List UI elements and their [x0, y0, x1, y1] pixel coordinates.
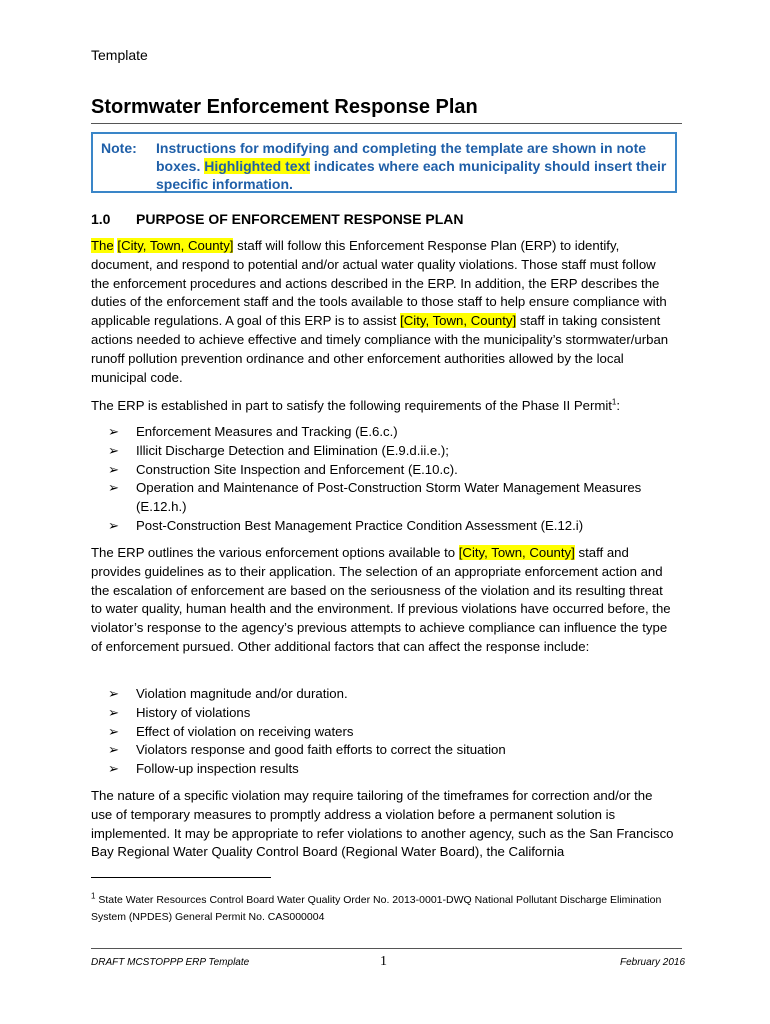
- paragraph-text: The ERP is established in part to satisfy the following requirements of the Phase II Permit: [91, 398, 612, 413]
- paragraph-enforcement-options: [91, 544, 676, 657]
- list-item: [108, 517, 678, 536]
- paragraph-text: staff will follow this Enforcement Response Plan (ERP) to identify, document, and respond to potential and/or actual water quality violations. Those staff must follow the enforcement procedures and actions described in the ERP. In addition, the ERP describes the duties of the enforcement staff and the tools available to those staff to help ensure compliance with applicable regulations. A goal of this ERP is to assist: [91, 238, 667, 329]
- paragraph-violation-nature: The nature of a specific violation may require tailoring of the timeframes for correction and/or the use of temporary measures to promptly address a violation before a permanent solution is implemented. It may be appropriate to refer violations to another agency, such as the San Francisco Bay Regional Water Quality Control Board (Regional Water Board), the California: [91, 788, 674, 860]
- footnote-ref[interactable]: 1: [611, 397, 617, 407]
- paragraph-text: :: [616, 398, 621, 413]
- list-item: [108, 479, 678, 517]
- footer-divider: [91, 948, 682, 949]
- highlight-city-town-county: [City, Town, County]: [400, 313, 517, 329]
- list-item: [108, 442, 678, 461]
- section-title: PURPOSE OF ENFORCEMENT RESPONSE PLAN: [136, 211, 464, 227]
- list-item-text: Violation magnitude and/or duration.: [136, 686, 348, 701]
- arrow-bullet-icon: ➢: [108, 742, 120, 758]
- footnote: [91, 892, 681, 926]
- title-divider: [91, 123, 682, 124]
- footer-date: February 2016: [620, 957, 686, 968]
- note-label: Note:: [101, 140, 137, 156]
- requirements-list: [108, 423, 678, 536]
- list-item-text: Construction Site Inspection and Enforcement (E.10.c).: [136, 461, 458, 477]
- note-box: [91, 132, 677, 193]
- paragraph-text: staff and provides guidelines as to their application. The selection of an appropriate enforcement action and the escalation of enforcement are based on the seriousness of the violation and its resulting threat to water quality, human health and the environment. If previous violations have occurred before, the violator’s response to the agency’s previous attempts to achieve compliance can influence the type of enforcement pursued. Other additional factors that can affect the response include:: [91, 545, 671, 654]
- arrow-bullet-icon: ➢: [108, 723, 120, 739]
- arrow-bullet-icon: ➢: [108, 424, 120, 439]
- list-item: [108, 685, 678, 704]
- list-item: [108, 760, 678, 779]
- arrow-bullet-icon: ➢: [108, 704, 120, 720]
- footnote-divider: [91, 877, 271, 878]
- arrow-bullet-icon: ➢: [108, 517, 120, 533]
- highlight-city-town-county: [City, Town, County]: [117, 238, 234, 253]
- factors-list: [108, 685, 678, 779]
- footer-document-name: DRAFT MCSTOPPP ERP Template: [91, 957, 250, 968]
- footnote-marker: 1: [91, 891, 96, 901]
- paragraph-requirements: [91, 397, 676, 416]
- section-number: 1.0: [91, 211, 111, 227]
- paragraph-purpose: [91, 237, 676, 387]
- arrow-bullet-icon: ➢: [108, 686, 120, 701]
- highlight-city-town-county: [City, Town, County]: [458, 545, 575, 560]
- template-label: Template: [91, 47, 148, 63]
- arrow-bullet-icon: ➢: [108, 480, 120, 496]
- section-heading: [91, 211, 463, 227]
- document-title: Stormwater Enforcement Response Plan: [91, 96, 478, 118]
- arrow-bullet-icon: ➢: [108, 761, 120, 777]
- list-item-text: Follow-up inspection results: [136, 761, 299, 777]
- note-text-part: indicates where each municipality should insert their specific information.: [156, 158, 667, 192]
- list-item-text: Illicit Discharge Detection and Elimination (E.9.d.ii.e.);: [136, 442, 449, 458]
- list-item-text: Violators response and good faith efforts to correct the situation: [136, 742, 506, 758]
- list-item: [108, 741, 678, 760]
- highlighted-text-sample: Highlighted text: [204, 158, 311, 174]
- note-text-part: Instructions for modifying and completing the template are shown in note boxes.: [156, 140, 647, 174]
- note-text: [156, 139, 671, 193]
- list-item: [108, 423, 678, 442]
- paragraph-text: The ERP outlines the various enforcement options available to: [91, 545, 459, 560]
- page-number: 1: [380, 954, 387, 969]
- list-item: [108, 461, 678, 480]
- footnote-text: State Water Resources Control Board Water Quality Order No. 2013-0001-DWQ National Pollutant Discharge Elimination System (NPDES) General Permit No. CAS000004: [91, 894, 662, 923]
- highlight-the: The: [91, 238, 114, 253]
- paragraph-text: staff in taking consistent actions needed to achieve effective and timely compliance with the municipality’s stormwater/urban runoff pollution prevention ordinance and other enforcement authorities allowed by the local municipal code.: [91, 313, 669, 385]
- list-item-text: Effect of violation on receiving waters: [136, 723, 354, 739]
- list-item: [108, 704, 678, 723]
- list-item-text: Post-Construction Best Management Practice Condition Assessment (E.12.i): [136, 517, 584, 533]
- arrow-bullet-icon: ➢: [108, 442, 120, 458]
- arrow-bullet-icon: ➢: [108, 461, 120, 477]
- list-item-text: History of violations: [136, 704, 251, 720]
- list-item-text: Operation and Maintenance of Post-Construction Storm Water Management Measures (E.12.h.): [136, 480, 642, 515]
- list-item-text: Enforcement Measures and Tracking (E.6.c.): [136, 424, 398, 439]
- list-item: [108, 723, 678, 742]
